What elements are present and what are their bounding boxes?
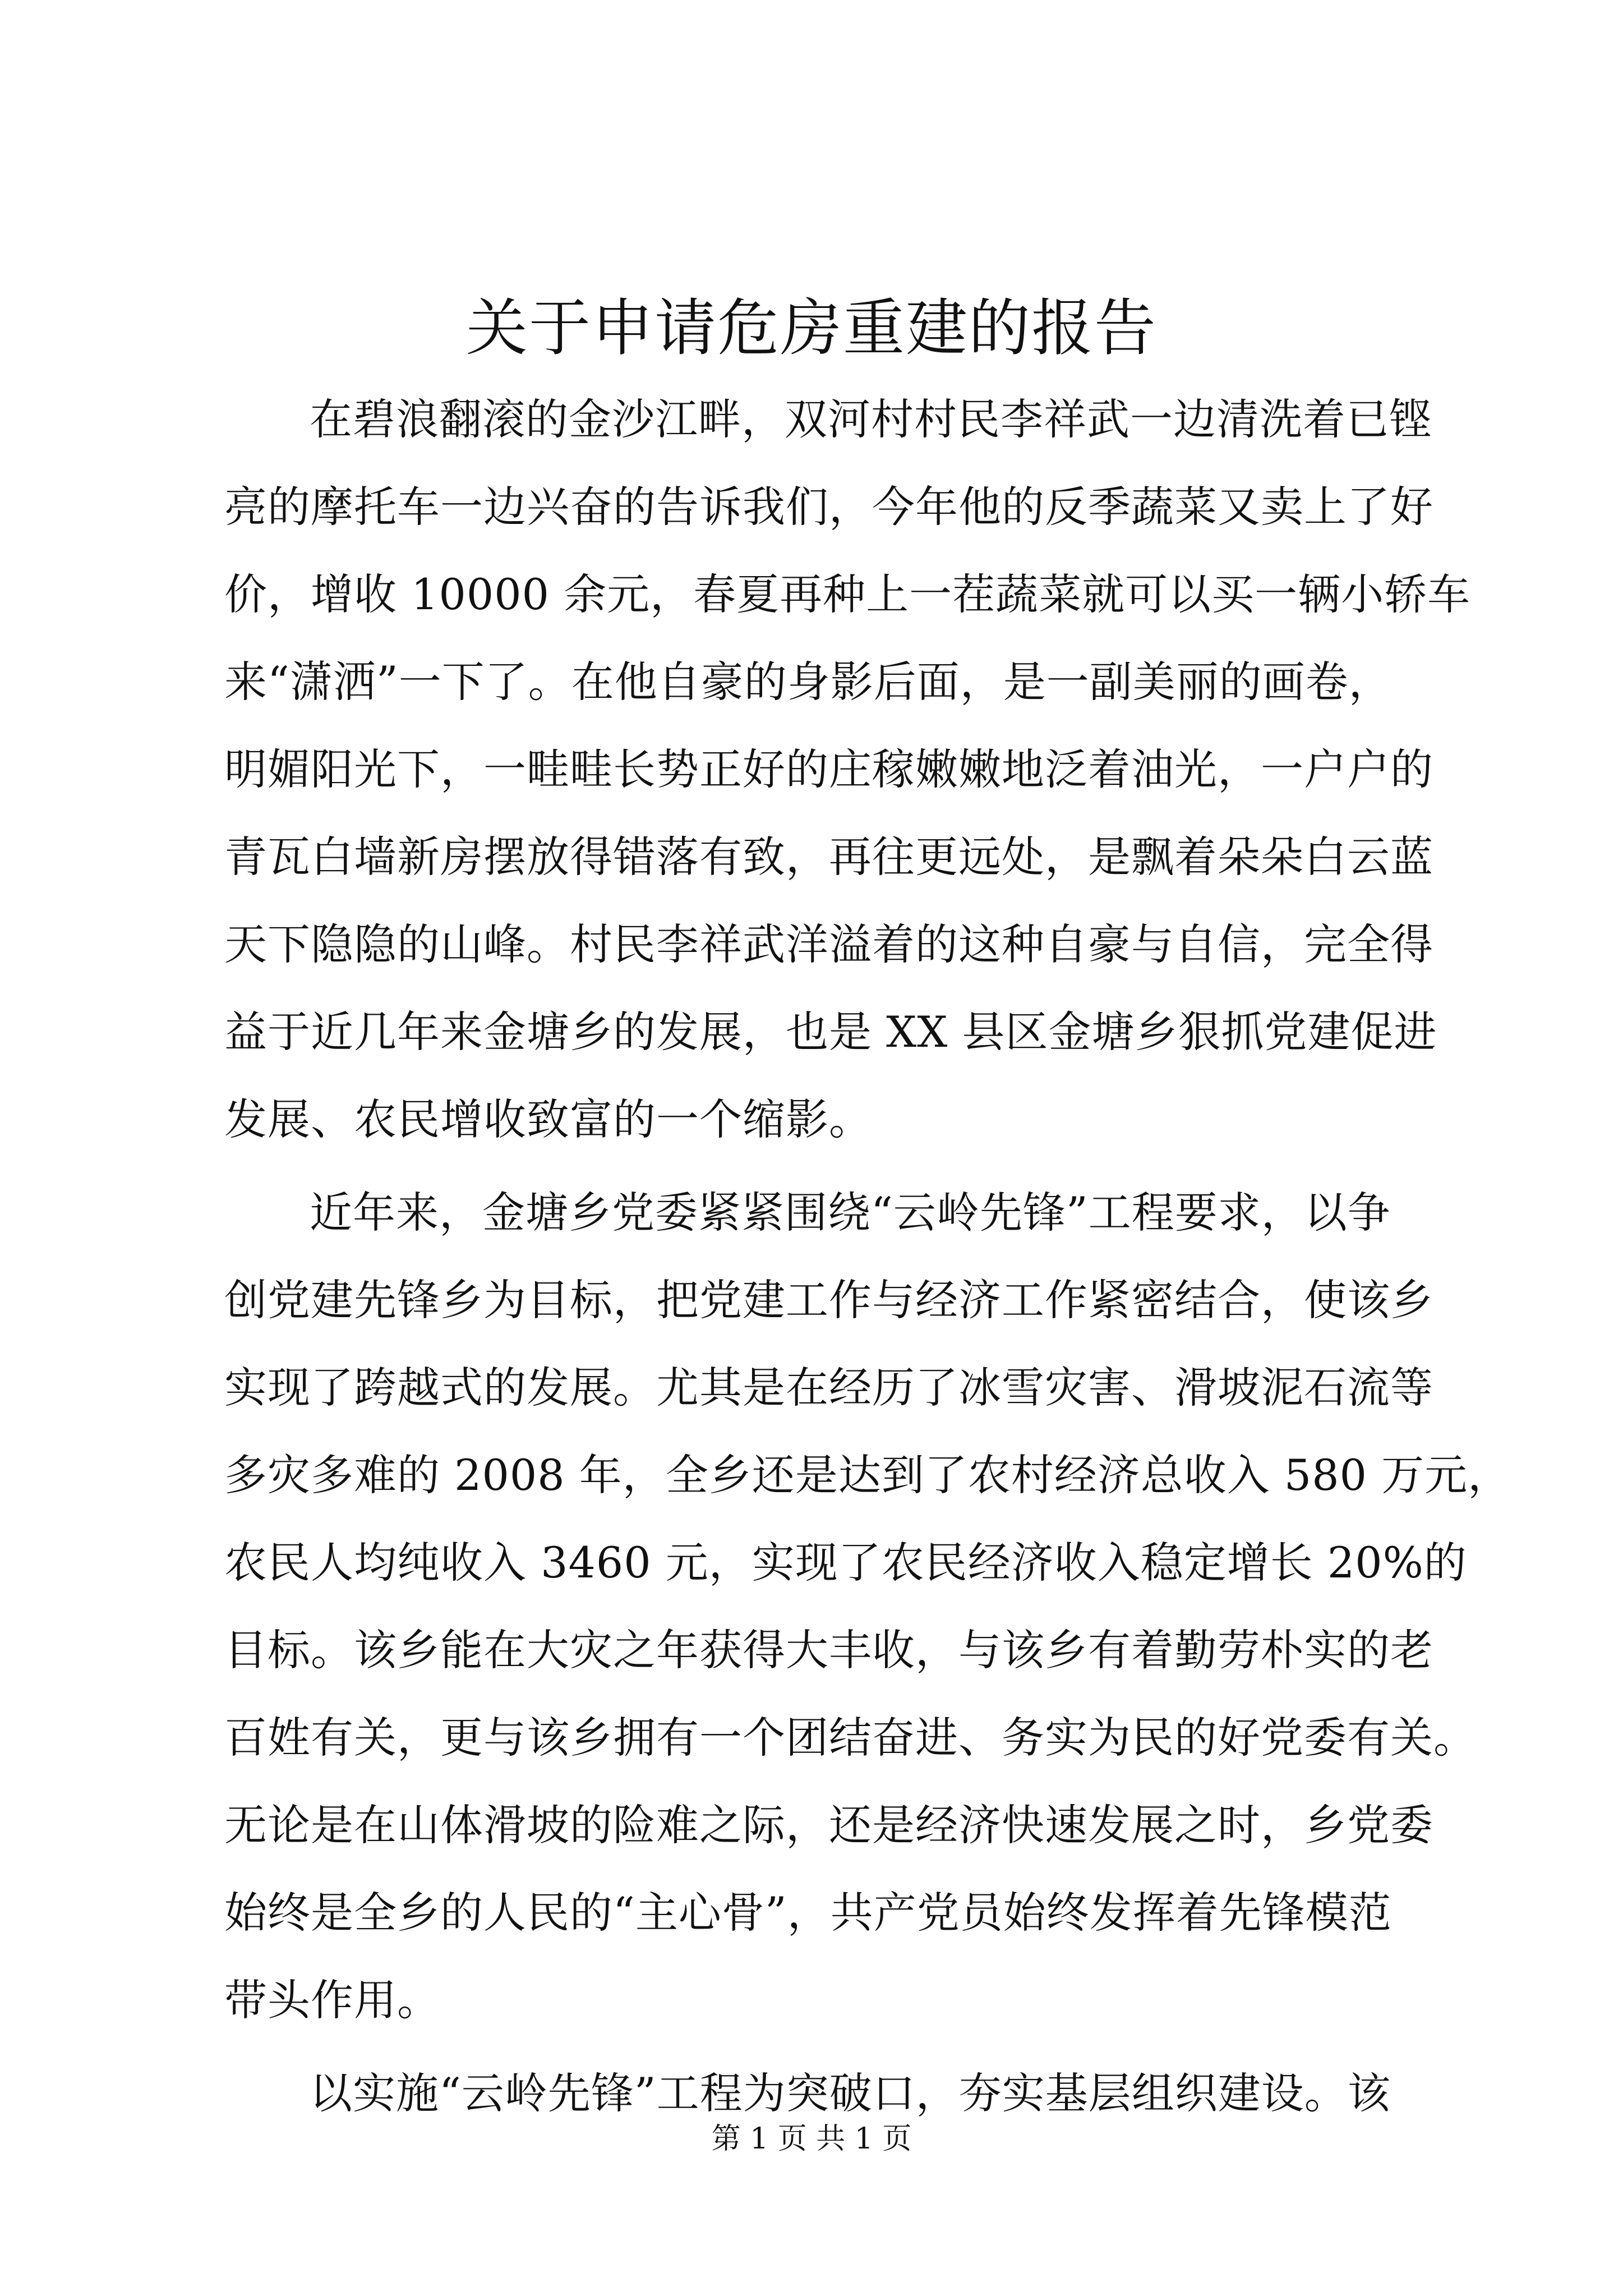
paragraph-1 xyxy=(224,376,1471,1163)
paragraph-line: 农民人均纯收入 3460 元，实现了农民经济收入稳定增长 20%的 xyxy=(224,1538,1467,1588)
paragraph-line: 明媚阳光下，一畦畦长势正好的庄稼嫩嫩地泛着油光，一户户的 xyxy=(224,744,1433,794)
paragraph-line: 发展、农民增收致富的一个缩影。 xyxy=(224,1094,872,1144)
paragraph-line: 在碧浪翻滚的金沙江畔，双河村村民李祥武一边清洗着已铿 xyxy=(310,394,1432,444)
paragraph-2 xyxy=(224,1169,1511,2044)
document-body xyxy=(224,376,1511,2137)
paragraph-line: 目标。该乡能在大灾之年获得大丰收，与该乡有着勤劳朴实的老 xyxy=(224,1625,1433,1675)
paragraph-line: 始终是全乡的人民的“主心骨”，共产党员始终发挥着先锋模范 xyxy=(224,1888,1392,1938)
paragraph-line: 以实施“云岭先锋”工程为突破口，夯实基层组织建设。该 xyxy=(310,2068,1391,2118)
paragraph-line: 来“潇洒”一下了。在他自豪的身影后面，是一副美丽的画卷， xyxy=(224,657,1392,707)
paragraph-line: 近年来，金塘乡党委紧紧围绕“云岭先锋”工程要求，以争 xyxy=(310,1188,1391,1237)
paragraph-line: 无论是在山体滑坡的险难之际，还是经济快速发展之时，乡党委 xyxy=(224,1800,1433,1850)
page-footer: 第 1 页 共 1 页 xyxy=(711,2122,912,2156)
paragraph-line: 带头作用。 xyxy=(224,1975,440,2025)
paragraph-line: 价，增收 10000 余元，春夏再种上一茬蔬菜就可以买一辆小轿车 xyxy=(224,569,1471,619)
paragraph-line: 青瓦白墙新房摆放得错落有致，再往更远处，是飘着朵朵白云蓝 xyxy=(224,832,1433,882)
document-title: 关于申请危房重建的报告 xyxy=(466,292,1157,364)
paragraph-line: 天下隐隐的山峰。村民李祥武洋溢着的这种自豪与自信，完全得 xyxy=(224,919,1433,969)
paragraph-line: 亮的摩托车一边兴奋的告诉我们，今年他的反季蔬菜又卖上了好 xyxy=(224,482,1433,532)
paragraph-line: 益于近几年来金塘乡的发展，也是 XX 县区金塘乡狠抓党建促进 xyxy=(224,1007,1437,1057)
paragraph-line: 实现了跨越式的发展。尤其是在经历了冰雪灾害、滑坡泥石流等 xyxy=(224,1363,1433,1412)
paragraph-line: 多灾多难的 2008 年，全乡还是达到了农村经济总收入 580 万元， xyxy=(224,1450,1511,1500)
paragraph-line: 百姓有关，更与该乡拥有一个团结奋进、务实为民的好党委有关。 xyxy=(224,1713,1477,1763)
paragraph-line: 创党建先锋乡为目标，把党建工作与经济工作紧密结合，使该乡 xyxy=(224,1275,1433,1325)
